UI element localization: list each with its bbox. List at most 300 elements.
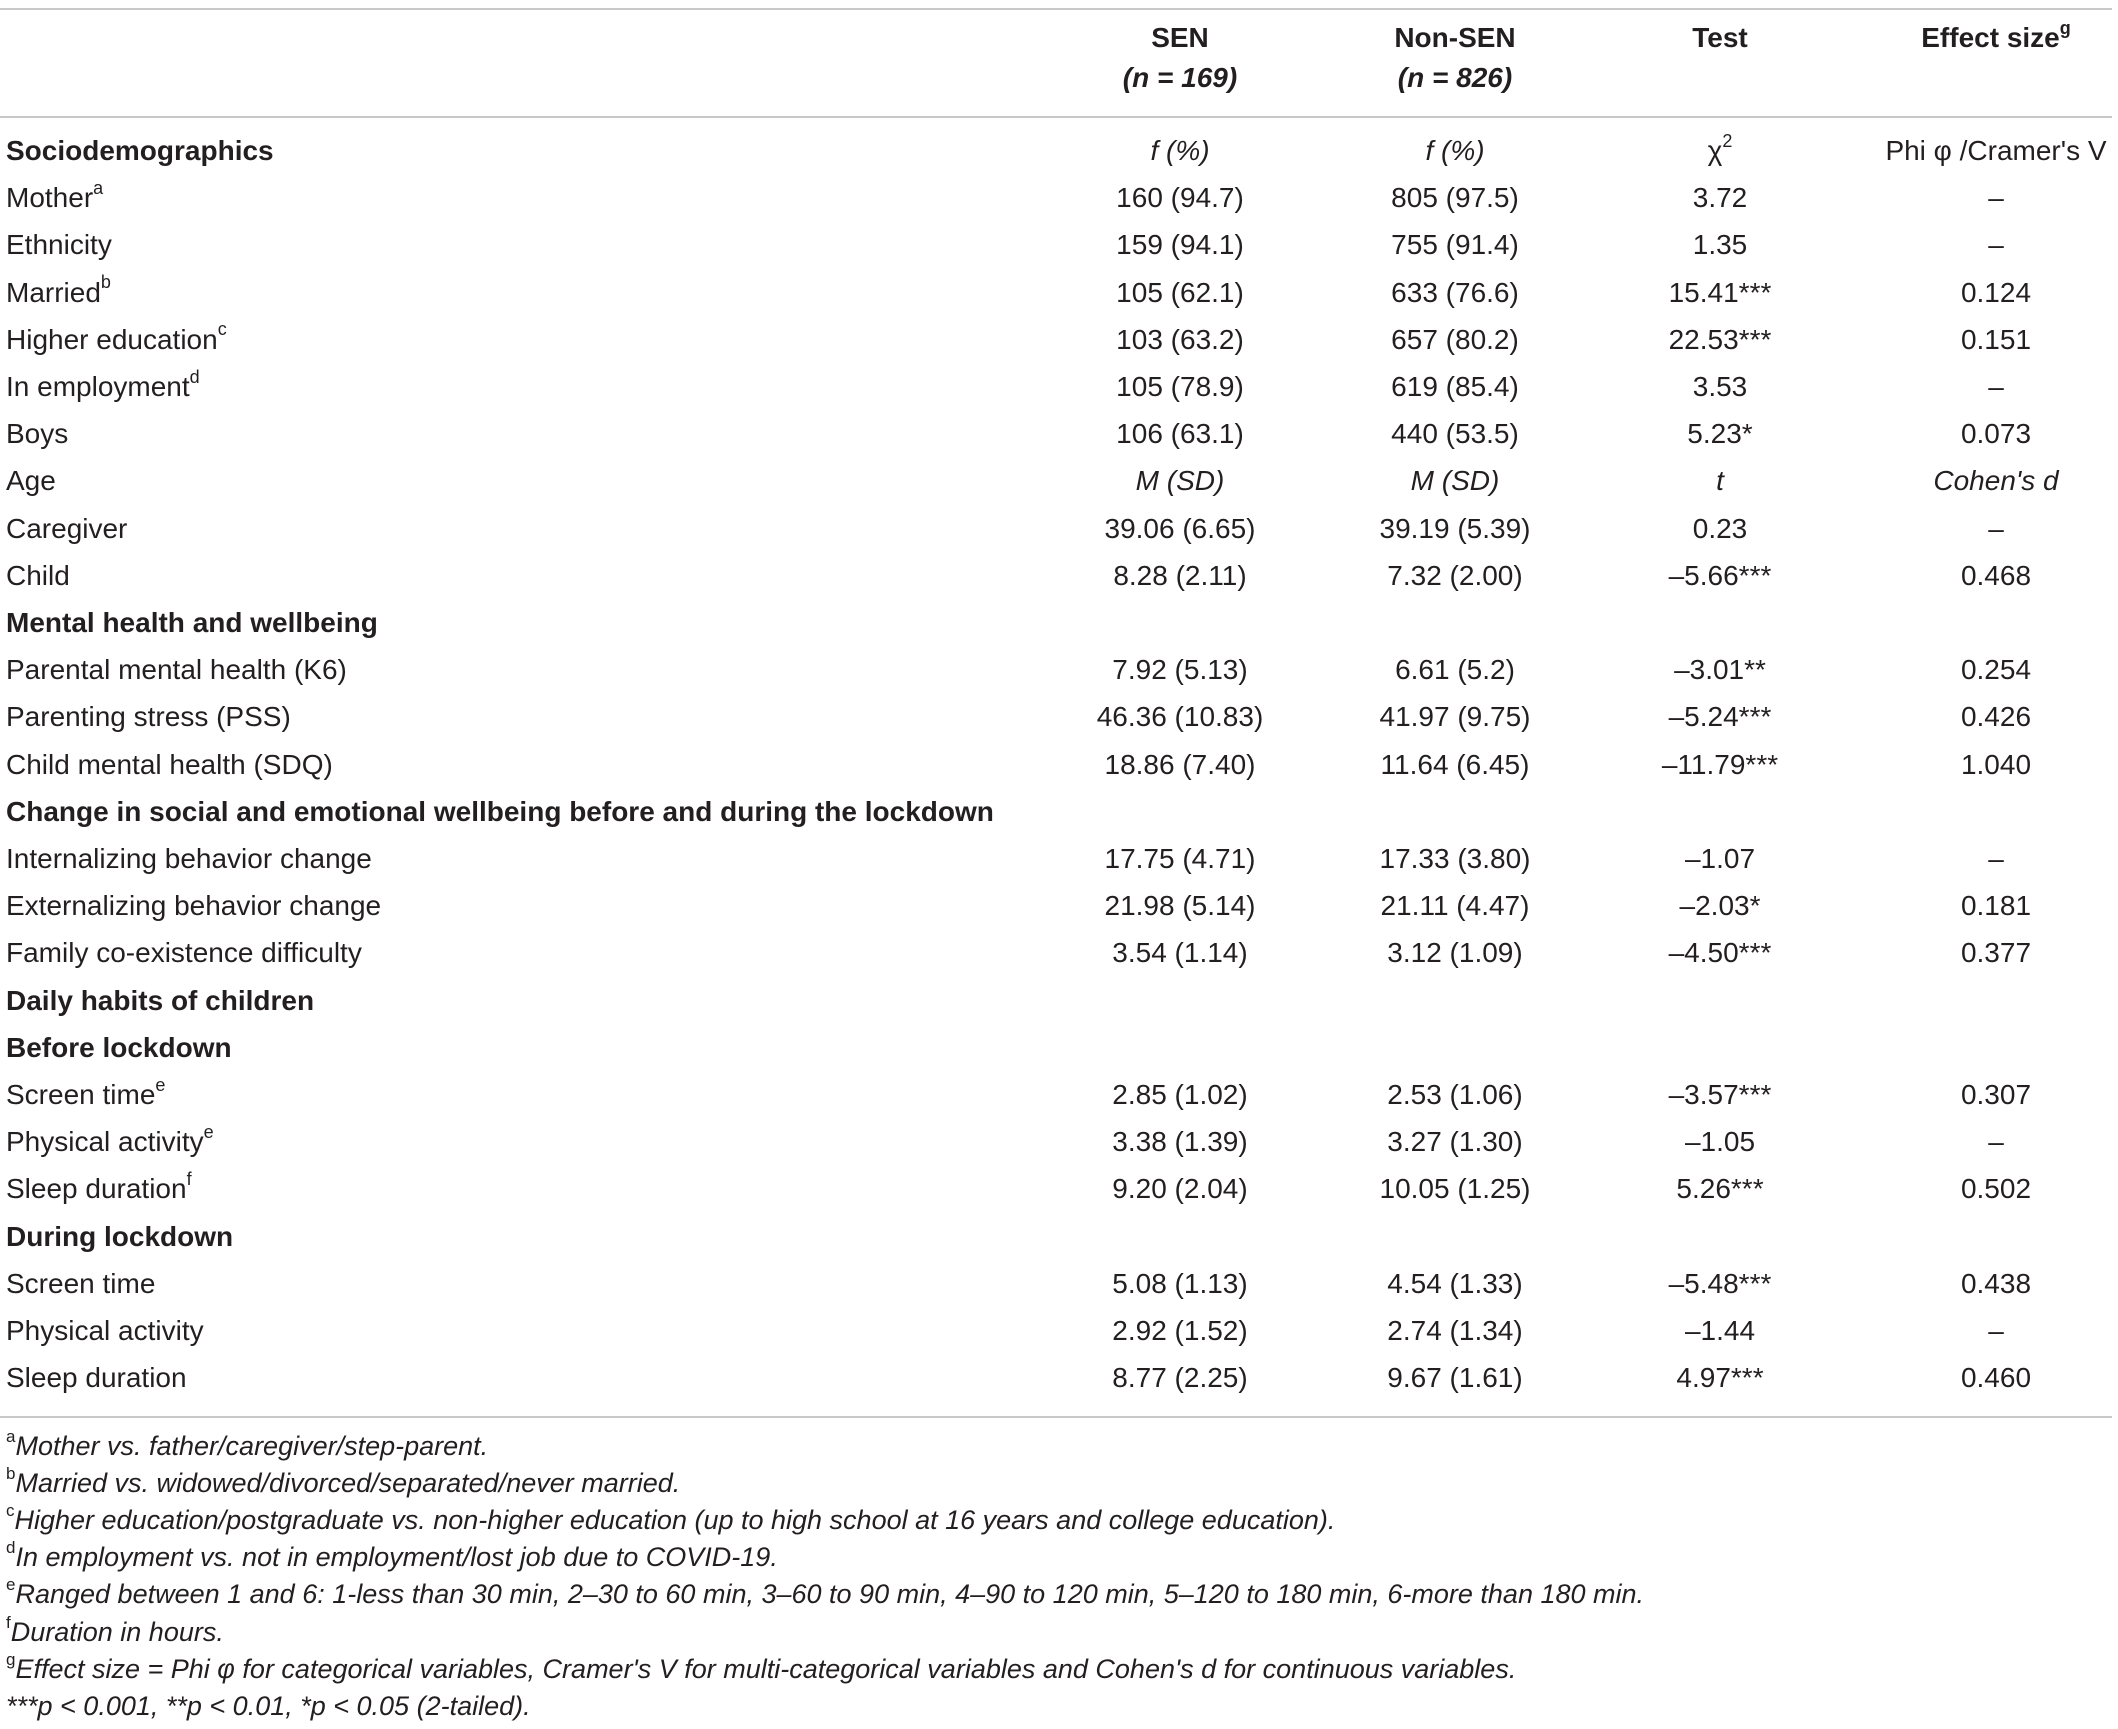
- table-row: [0, 1260, 2112, 1307]
- cell-value: 1.35: [1692, 229, 1748, 261]
- cell-effect-size: [1880, 457, 2112, 504]
- cell-value: –3.57***: [1668, 1079, 1772, 1110]
- row-label-text: Parenting stress (PSS): [6, 701, 291, 733]
- cell-non-sen: [1340, 221, 1570, 268]
- cell-value: 440 (53.5): [1391, 418, 1519, 450]
- footnote-text: In employment vs. not in employment/lost job due to COVID-19.: [15, 1542, 778, 1573]
- table-row: [0, 882, 2112, 929]
- cell-value: –1.07: [1684, 843, 1756, 874]
- cell-value: 0.23: [1692, 512, 1748, 544]
- footnote-marker: b: [6, 1464, 16, 1484]
- cell-non-sen: [1340, 363, 1570, 410]
- table-row: [0, 741, 2112, 788]
- cell-value: 17.75 (4.71): [1104, 843, 1256, 874]
- cell-effect-size: [1880, 1071, 2112, 1118]
- row-label: [6, 1024, 232, 1071]
- footnote-marker: d: [189, 366, 200, 387]
- row-label: [6, 410, 68, 457]
- cell-test: [1610, 1354, 1830, 1401]
- cell-effect-size: [1880, 835, 2112, 882]
- cell-effect-size: [1880, 363, 2112, 410]
- row-label: [6, 1213, 233, 1260]
- row-label: [6, 977, 314, 1024]
- row-label: [6, 882, 381, 929]
- footnote-marker: d: [6, 1538, 16, 1558]
- row-label-text: Physical activity: [6, 1126, 204, 1158]
- footnote-marker: g: [6, 1649, 16, 1669]
- cell-value: –5.48***: [1668, 1267, 1772, 1299]
- cell-non-sen: [1340, 741, 1570, 788]
- row-label: [6, 505, 127, 552]
- cell-value: –: [1988, 1126, 2004, 1158]
- cell-test: [1610, 1260, 1830, 1307]
- cell-non-sen: [1340, 1260, 1570, 1307]
- header-non-sen: [1340, 18, 1570, 98]
- cell-effect-size: [1880, 174, 2112, 221]
- cell-sen: [1070, 646, 1290, 693]
- cell-value: 22.53***: [1668, 323, 1772, 355]
- cell-value: 0.181: [1960, 890, 2032, 922]
- cell-test: [1610, 127, 1830, 174]
- row-label-text: Physical activity: [6, 1315, 204, 1346]
- cell-value: 2.74 (1.34): [1387, 1315, 1523, 1346]
- cell-value: 1.040: [1960, 748, 2032, 780]
- cell-test: [1610, 363, 1830, 410]
- header-effect-size-text: Effect size: [1921, 22, 2060, 53]
- cell-value: –4.50***: [1668, 937, 1772, 969]
- cell-non-sen: [1340, 316, 1570, 363]
- footnote-marker: a: [6, 1427, 16, 1446]
- cell-value: –3.01**: [1674, 654, 1766, 686]
- row-label: [6, 316, 227, 363]
- footnote-marker: f: [6, 1612, 11, 1632]
- table-row: [0, 1307, 2112, 1354]
- cell-value: 39.06 (6.65): [1104, 512, 1256, 544]
- cell-value: 17.33 (3.80): [1379, 843, 1531, 874]
- row-label: [6, 127, 274, 174]
- row-label: [6, 646, 347, 693]
- cell-test: [1610, 1165, 1830, 1212]
- cell-value: 5.08 (1.13): [1112, 1267, 1248, 1299]
- cell-sen: [1070, 505, 1290, 552]
- cell-value: 755 (91.4): [1391, 229, 1519, 261]
- cell-sen: [1070, 882, 1290, 929]
- row-label: [6, 269, 111, 316]
- section-row: [0, 599, 2112, 646]
- cell-effect-size: [1880, 929, 2112, 976]
- footnote: [6, 1688, 2106, 1724]
- cell-sen: [1070, 1307, 1290, 1354]
- cell-test: [1610, 221, 1830, 268]
- row-label-text: Screen time: [6, 1079, 156, 1110]
- cell-value: 18.86 (7.40): [1104, 748, 1256, 780]
- cell-value: 3.53: [1692, 371, 1748, 402]
- cell-effect-size: [1880, 552, 2112, 599]
- row-label-text: Externalizing behavior change: [6, 890, 382, 922]
- bottom-rule: [0, 1416, 2112, 1418]
- cell-value: 10.05 (1.25): [1379, 1173, 1531, 1205]
- table-row: [0, 363, 2112, 410]
- cell-sen: [1070, 1354, 1290, 1401]
- cell-effect-size: [1880, 1118, 2112, 1165]
- cell-value: –1.44: [1684, 1315, 1756, 1346]
- cell-non-sen: [1340, 552, 1570, 599]
- cell-non-sen: [1340, 269, 1570, 316]
- cell-test: [1610, 1307, 1830, 1354]
- footnote: [6, 1651, 2106, 1687]
- footnote: [6, 1428, 2106, 1464]
- footnote-marker: b: [100, 272, 111, 293]
- row-label: [6, 363, 200, 410]
- cell-value: 0.307: [1960, 1079, 2032, 1110]
- cell-value: 160 (94.7): [1116, 182, 1244, 214]
- cell-value: 0.151: [1960, 323, 2032, 355]
- footnote-marker: a: [93, 177, 104, 198]
- cell-non-sen: [1340, 646, 1570, 693]
- cell-value: 805 (97.5): [1391, 182, 1519, 214]
- header-test-label: Test: [1692, 22, 1748, 53]
- header-non-sen-label: Non-SEN: [1394, 22, 1516, 53]
- table-row: [0, 221, 2112, 268]
- cell-non-sen: [1340, 1354, 1570, 1401]
- cell-value: –: [1988, 371, 2004, 402]
- table-row: [0, 1071, 2112, 1118]
- row-label: [6, 1118, 214, 1165]
- cell-test: [1610, 410, 1830, 457]
- footnote: [6, 1539, 2106, 1575]
- cell-value: 2.92 (1.52): [1112, 1315, 1248, 1346]
- table-row: [0, 693, 2112, 740]
- row-label-text: Before lockdown: [6, 1031, 232, 1063]
- cell-effect-size: [1880, 410, 2112, 457]
- cell-value: f (%): [1150, 135, 1210, 166]
- row-label-text: Sleep duration: [6, 1362, 187, 1394]
- cell-non-sen: [1340, 835, 1570, 882]
- cell-value: 0.426: [1960, 701, 2032, 733]
- footnote: [6, 1614, 2106, 1650]
- row-label-text: Boys: [6, 418, 69, 450]
- row-label-text: Caregiver: [6, 512, 128, 544]
- row-label-text: Married: [6, 276, 101, 308]
- row-label: [6, 835, 372, 882]
- row-label-text: Mother: [6, 182, 94, 214]
- cell-value: 4.54 (1.33): [1387, 1267, 1523, 1299]
- footnote-marker: e: [6, 1575, 16, 1595]
- cell-value: 46.36 (10.83): [1096, 701, 1264, 733]
- cell-sen: [1070, 457, 1290, 504]
- cell-sen: [1070, 174, 1290, 221]
- section-row: [0, 788, 2112, 835]
- footnote-marker: f: [186, 1169, 192, 1190]
- cell-non-sen: [1340, 929, 1570, 976]
- cell-value: –5.24***: [1668, 701, 1772, 733]
- cell-value: –: [1988, 843, 2004, 874]
- cell-value: 9.67 (1.61): [1387, 1362, 1523, 1394]
- table-header: [0, 18, 2112, 102]
- cell-test: [1610, 693, 1830, 740]
- footnote: [6, 1465, 2106, 1501]
- cell-sen: [1070, 316, 1290, 363]
- table-row: [0, 174, 2112, 221]
- cell-sen: [1070, 741, 1290, 788]
- cell-non-sen: [1340, 1118, 1570, 1165]
- cell-value: 11.64 (6.45): [1380, 748, 1530, 780]
- cell-value: 619 (85.4): [1391, 371, 1519, 402]
- row-label: [6, 221, 112, 268]
- row-label: [6, 174, 103, 221]
- cell-non-sen: [1340, 882, 1570, 929]
- row-label-text: In employment: [6, 371, 190, 402]
- cell-test: [1610, 646, 1830, 693]
- table-row: [0, 646, 2112, 693]
- cell-value: 41.97 (9.75): [1379, 701, 1531, 733]
- cell-value: Phi φ /Cramer's V: [1885, 135, 2107, 166]
- header-sen: [1070, 18, 1290, 98]
- cell-test: [1610, 316, 1830, 363]
- cell-non-sen: [1340, 127, 1570, 174]
- header-sen-n: (n = 169): [1122, 62, 1238, 93]
- cell-sen: [1070, 929, 1290, 976]
- cell-value: 7.32 (2.00): [1387, 559, 1523, 591]
- cell-value: 0.460: [1960, 1362, 2032, 1394]
- footnote-text: Duration in hours.: [10, 1616, 224, 1647]
- cell-value: 15.41***: [1668, 276, 1772, 308]
- row-label-text: Age: [6, 465, 56, 497]
- cell-test: [1610, 552, 1830, 599]
- row-label: [6, 1071, 165, 1118]
- cell-value: M (SD): [1410, 465, 1500, 497]
- cell-value: 0.438: [1960, 1267, 2032, 1299]
- footnote-text: ***p < 0.001, **p < 0.01, *p < 0.05 (2-tailed).: [6, 1690, 531, 1721]
- cell-non-sen: [1340, 457, 1570, 504]
- row-label: [6, 1165, 192, 1212]
- row-label-text: Change in social and emotional wellbeing before and during the lockdown: [6, 795, 994, 827]
- footnote-marker: e: [155, 1074, 166, 1095]
- cell-value: 21.98 (5.14): [1104, 890, 1256, 922]
- cell-effect-size: [1880, 1165, 2112, 1212]
- footnote-text: Married vs. widowed/divorced/separated/never married.: [15, 1468, 681, 1499]
- cell-non-sen: [1340, 1071, 1570, 1118]
- section-row: [0, 1213, 2112, 1260]
- cell-value: 0.502: [1960, 1173, 2032, 1205]
- cell-value: 6.61 (5.2): [1395, 654, 1515, 686]
- cell-value: 633 (76.6): [1391, 276, 1519, 308]
- cell-value: –: [1988, 1315, 2004, 1346]
- table-row: [0, 835, 2112, 882]
- cell-value: –: [1988, 182, 2004, 214]
- cell-sen: [1070, 693, 1290, 740]
- row-label: [6, 788, 994, 835]
- cell-value: 2.85 (1.02): [1112, 1079, 1248, 1110]
- cell-value: 3.27 (1.30): [1387, 1126, 1523, 1158]
- cell-value: 8.28 (2.11): [1113, 559, 1247, 591]
- row-label-text: Family co-existence difficulty: [6, 937, 362, 969]
- section-row: [0, 127, 2112, 174]
- cell-value: Cohen's d: [1933, 465, 2059, 497]
- row-label: [6, 1260, 155, 1307]
- section-row: [0, 1024, 2112, 1071]
- cell-value: 0.377: [1960, 937, 2032, 969]
- cell-sen: [1070, 552, 1290, 599]
- cell-effect-size: [1880, 1260, 2112, 1307]
- cell-sen: [1070, 1118, 1290, 1165]
- cell-effect-size: [1880, 269, 2112, 316]
- cell-sen: [1070, 269, 1290, 316]
- table-row: [0, 457, 2112, 504]
- table-row: [0, 1354, 2112, 1401]
- cell-value: t: [1716, 465, 1724, 497]
- cell-test: [1610, 835, 1830, 882]
- footnote-text: Effect size = Phi φ for categorical variables, Cramer's V for multi-categorical variables and Cohen's d for continuous variables.: [15, 1653, 1517, 1684]
- section-row: [0, 977, 2112, 1024]
- cell-test: [1610, 1118, 1830, 1165]
- cell-value: 106 (63.1): [1116, 418, 1244, 450]
- cell-test: [1610, 929, 1830, 976]
- superscript: 2: [1722, 130, 1733, 151]
- cell-sen: [1070, 363, 1290, 410]
- cell-sen: [1070, 127, 1290, 174]
- cell-value: 21.11 (4.47): [1380, 890, 1530, 922]
- table-row: [0, 1118, 2112, 1165]
- row-label-text: Daily habits of children: [6, 984, 315, 1016]
- cell-value: 103 (63.2): [1116, 323, 1244, 355]
- cell-test: [1610, 457, 1830, 504]
- table-row: [0, 505, 2112, 552]
- cell-effect-size: [1880, 127, 2112, 174]
- row-label-text: Ethnicity: [6, 229, 112, 261]
- row-label-text: Child: [6, 559, 70, 591]
- cell-effect-size: [1880, 316, 2112, 363]
- cell-non-sen: [1340, 1307, 1570, 1354]
- cell-effect-size: [1880, 693, 2112, 740]
- cell-value: –: [1988, 229, 2004, 261]
- row-label-text: Sleep duration: [6, 1173, 187, 1205]
- row-label: [6, 457, 56, 504]
- header-test: [1610, 18, 1830, 58]
- cell-non-sen: [1340, 1165, 1570, 1212]
- cell-non-sen: [1340, 505, 1570, 552]
- cell-effect-size: [1880, 1354, 2112, 1401]
- header-effect-size-label: [1880, 18, 2112, 58]
- cell-value: –5.66***: [1668, 559, 1772, 591]
- footnote: [6, 1576, 2106, 1612]
- row-label-text: Child mental health (SDQ): [6, 748, 333, 780]
- row-label-text: Screen time: [6, 1267, 156, 1299]
- cell-value: f (%): [1425, 135, 1485, 166]
- row-label-text: Higher education: [6, 323, 218, 355]
- footnote-text: Ranged between 1 and 6: 1-less than 30 min, 2–30 to 60 min, 3–60 to 90 min, 4–90 to 120 min, 5–120 to 180 min, 6-more than 180 min.: [15, 1579, 1645, 1610]
- table-row: [0, 316, 2112, 363]
- cell-value: 8.77 (2.25): [1112, 1362, 1248, 1394]
- header-rule: [0, 116, 2112, 118]
- table-row: [0, 1165, 2112, 1212]
- cell-value: 3.72: [1692, 182, 1748, 214]
- cell-value: 657 (80.2): [1391, 323, 1519, 355]
- row-label: [6, 693, 291, 740]
- cell-test: [1610, 269, 1830, 316]
- cell-value: 9.20 (2.04): [1112, 1173, 1248, 1205]
- cell-effect-size: [1880, 221, 2112, 268]
- cell-value: 7.92 (5.13): [1112, 654, 1248, 686]
- cell-value: 4.97***: [1676, 1362, 1764, 1394]
- footnote-text: Higher education/postgraduate vs. non-higher education (up to high school at 16 years and college education).: [14, 1505, 1336, 1536]
- cell-value: –: [1988, 512, 2004, 544]
- cell-sen: [1070, 1071, 1290, 1118]
- table-row: [0, 410, 2112, 457]
- table-row: [0, 929, 2112, 976]
- cell-value: 159 (94.1): [1116, 229, 1244, 261]
- cell-value: 105 (62.1): [1116, 276, 1244, 308]
- cell-value: 0.468: [1960, 559, 2032, 591]
- row-label: [6, 741, 333, 788]
- cell-value: 5.23*: [1687, 418, 1753, 450]
- footnote-marker: c: [217, 319, 227, 340]
- row-label-text: Mental health and wellbeing: [6, 607, 378, 638]
- cell-sen: [1070, 1260, 1290, 1307]
- cell-value: 0.254: [1960, 654, 2032, 686]
- table-row: [0, 269, 2112, 316]
- row-label: [6, 552, 70, 599]
- cell-value: 105 (78.9): [1116, 371, 1244, 402]
- cell-sen: [1070, 835, 1290, 882]
- row-label: [6, 599, 378, 646]
- row-label: [6, 1354, 187, 1401]
- row-label: [6, 1307, 204, 1354]
- cell-value: –11.79***: [1661, 748, 1779, 780]
- top-rule: [0, 8, 2112, 10]
- cell-value: χ: [1707, 135, 1723, 166]
- cell-value: 0.073: [1960, 418, 2032, 450]
- row-label-text: Internalizing behavior change: [6, 843, 372, 874]
- header-effect-size-sup: g: [2059, 17, 2071, 38]
- cell-test: [1610, 1071, 1830, 1118]
- cell-value: 0.124: [1960, 276, 2032, 308]
- cell-non-sen: [1340, 693, 1570, 740]
- cell-value: 2.53 (1.06): [1387, 1079, 1523, 1110]
- cell-test: [1610, 505, 1830, 552]
- row-label-text: Parental mental health (K6): [6, 654, 347, 686]
- cell-value: 5.26***: [1676, 1173, 1764, 1205]
- cell-value: –2.03*: [1679, 890, 1761, 922]
- footnote-marker: e: [203, 1121, 214, 1142]
- cell-effect-size: [1880, 505, 2112, 552]
- cell-non-sen: [1340, 410, 1570, 457]
- row-label-text: During lockdown: [6, 1220, 234, 1252]
- footnote: [6, 1502, 2106, 1538]
- cell-non-sen: [1340, 174, 1570, 221]
- cell-value: –1.05: [1684, 1126, 1756, 1158]
- cell-value: 3.54 (1.14): [1112, 937, 1248, 969]
- cell-effect-size: [1880, 741, 2112, 788]
- cell-sen: [1070, 410, 1290, 457]
- cell-effect-size: [1880, 646, 2112, 693]
- cell-sen: [1070, 1165, 1290, 1212]
- header-non-sen-n: (n = 826): [1397, 62, 1513, 93]
- cell-test: [1610, 741, 1830, 788]
- footnote-text: Mother vs. father/caregiver/step-parent.: [15, 1431, 489, 1461]
- cell-value: 3.38 (1.39): [1112, 1126, 1248, 1158]
- cell-test: [1610, 882, 1830, 929]
- footnote-marker: c: [6, 1501, 15, 1521]
- cell-test: [1610, 174, 1830, 221]
- row-label-text: Sociodemographics: [6, 135, 274, 166]
- cell-sen: [1070, 221, 1290, 268]
- table-row: [0, 552, 2112, 599]
- cell-value: 3.12 (1.09): [1387, 937, 1523, 969]
- cell-effect-size: [1880, 1307, 2112, 1354]
- header-sen-label: SEN: [1151, 22, 1209, 53]
- row-label: [6, 929, 362, 976]
